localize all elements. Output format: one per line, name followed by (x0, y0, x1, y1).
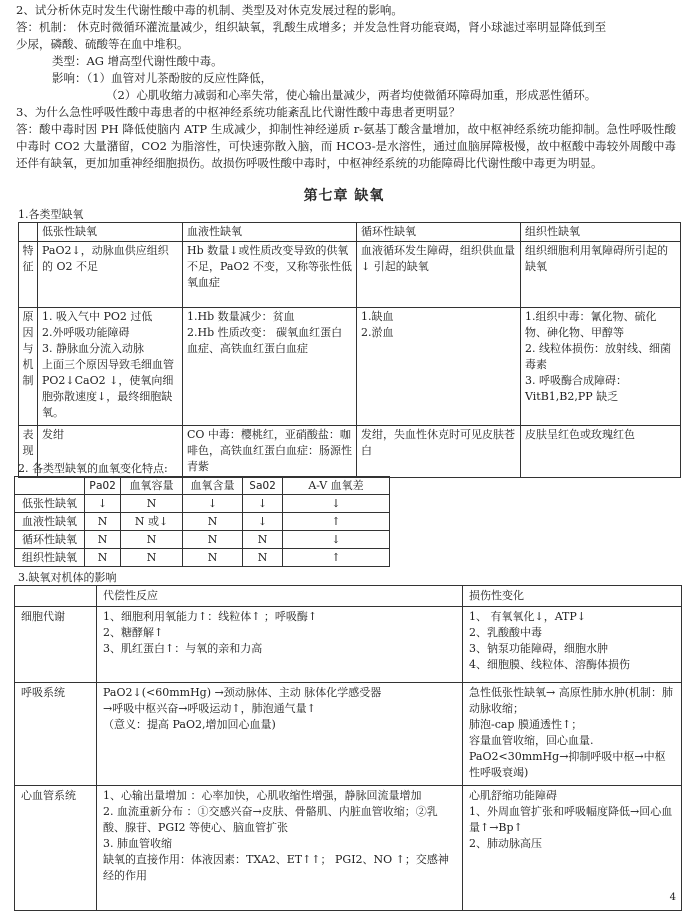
table2-row-label: 血液性缺氧 (15, 513, 85, 531)
table3-row-label: 细胞代谢 (15, 607, 97, 683)
cell-line: 1.缺血 (361, 310, 394, 323)
cell-line: 2. 线粒体损伤：放射线、细菌毒素 (525, 342, 671, 371)
table2-cell: N 或↓ (121, 513, 183, 531)
table1-header: 血液性缺氧 (183, 223, 357, 242)
table2-cell: N (85, 549, 121, 567)
blood-oxygen-table (14, 476, 390, 567)
table1-row-causes (19, 308, 681, 426)
table2-cell: ↓ (283, 495, 390, 513)
table1-cell (38, 308, 183, 426)
table2-cell: N (183, 513, 243, 531)
cell-line: 心肌舒缩功能障碍 (469, 789, 557, 802)
table3-damage (463, 786, 682, 911)
q2-mechanism-line2: 少尿，磷酸、硫酸等在血中堆积。 (16, 37, 189, 51)
table3-row-cell-metabolism (15, 607, 682, 683)
table2-cell: N (183, 549, 243, 567)
table2-row (15, 531, 390, 549)
q2-effect-1: 影响：（1）血管对儿茶酚胺的反应性降低， (52, 71, 273, 85)
table2-cell: ↑ (283, 549, 390, 567)
table2-header (15, 477, 85, 495)
table3-caption: 3.缺氧对机体的影响 (18, 571, 117, 584)
table2-row (15, 495, 390, 513)
cell-line: 2、乳酸酸中毒 (469, 626, 542, 639)
cell-line: 2.外呼吸功能障碍 (42, 326, 130, 339)
cell-line: 1.Hb 数量减少：贫血 (187, 310, 295, 323)
q3-block (16, 104, 676, 172)
cell-line: 1、 有氧氧化↓，ATP↓ (469, 610, 587, 623)
table1-header: 组织性缺氧 (521, 223, 681, 242)
table3-compensatory (97, 683, 463, 786)
table2-header: PaO2 (85, 477, 121, 495)
table3-header-row (15, 586, 682, 607)
table2-row-label: 低张性缺氧 (15, 495, 85, 513)
row-label-causes: 原因与机制 (19, 308, 38, 426)
table2-row (15, 549, 390, 567)
q2-effect-2: （2）心肌收缩力减弱和心率失常，使心输出量减少，两者均使微循环障碍加重，形成恶性循环。 (106, 88, 597, 102)
cell-line: 急性低张性缺氧→ 高原性肺水肿(机制：肺动脉收缩； (469, 686, 674, 715)
table3-row-respiratory (15, 683, 682, 786)
table1-cell: 发绀，失血性休克时可见皮肤苍白 (357, 426, 521, 478)
table2-cell: N (243, 549, 283, 567)
cell-line: 上面三个原因导致毛细血管 PO2↓CaO2 ↓，使氧向细胞弥散速度↓，最终细胞缺氧。 (42, 358, 174, 419)
table2-header: 血氧含量 (183, 477, 243, 495)
table2-cell: N (85, 531, 121, 549)
cell-line: 3. 呼吸酶合成障碍：VitB1,B2,PP 缺乏 (525, 374, 627, 403)
cell-line: 2.淤血 (361, 326, 394, 339)
table1-cell: CO 中毒：樱桃红，亚硝酸盐：咖啡色，高铁血红蛋白血症：肠源性青紫 (183, 426, 357, 478)
table1-header-blank (19, 223, 38, 242)
hypoxia-types-table (18, 222, 681, 478)
table2-cell: ↓ (85, 495, 121, 513)
table1-header: 低张性缺氧 (38, 223, 183, 242)
table1-cell: 皮肤呈红色或玫瑰红色 (521, 426, 681, 478)
table2-cell: N (121, 495, 183, 513)
table3-header: 代偿性反应 (97, 586, 463, 607)
table1-header-row (19, 223, 681, 242)
cell-line: 4、细胞膜、线粒体、溶酶体损伤 (469, 658, 630, 671)
table2-cell: N (183, 531, 243, 549)
table2-cell: N (121, 549, 183, 567)
table2-caption: 2. 各类型缺氧的血氧变化特点: (18, 462, 168, 475)
cell-line: 3. 肺血管收缩 (103, 837, 172, 850)
table2-cell: N (243, 531, 283, 549)
table3-compensatory (97, 786, 463, 911)
table2-row-label: 组织性缺氧 (15, 549, 85, 567)
cell-line: 容量血管收缩，回心血量. (469, 734, 594, 747)
cell-line: 1.组织中毒：氰化物、硫化物、砷化物、甲醇等 (525, 310, 657, 339)
table2-header: SaO2 (243, 477, 283, 495)
q3-question: 3、为什么急性呼吸性酸中毒患者的中枢神经系统功能紊乱比代谢性酸中毒患者更明显？ (16, 105, 461, 119)
table1-cell (183, 308, 357, 426)
cell-line: 1、心输出量增加 ：心率加快，心肌收缩性增强，静脉回流量增加 (103, 789, 422, 802)
table1-header: 循环性缺氧 (357, 223, 521, 242)
table2-cell: ↓ (243, 513, 283, 531)
cell-line: 肺泡-cap 膜通透性↑； (469, 718, 583, 731)
table2-row-label: 循环性缺氧 (15, 531, 85, 549)
cell-line: 2、糖酵解↑ (103, 626, 164, 639)
table3-damage (463, 607, 682, 683)
table2-cell: ↑ (283, 513, 390, 531)
q2-block (16, 2, 676, 104)
table2-cell: N (121, 531, 183, 549)
table1-cell: 发绀 (38, 426, 183, 478)
cell-line: 3. 静脉血分流入动脉 (42, 342, 144, 355)
table3-damage (463, 683, 682, 786)
chapter-heading-wrap (0, 188, 688, 205)
cell-line: 1、外周血管扩张和呼吸幅度降低→回心血量↑→Bp↑ (469, 805, 673, 834)
table3-header (15, 586, 97, 607)
q2-question: 2、试分析休克时发生代谢性酸中毒的机制、类型及对休克发展过程的影响。 (16, 3, 403, 17)
hypoxia-effects-table (14, 585, 682, 911)
table2-header-row (15, 477, 390, 495)
table3-compensatory (97, 607, 463, 683)
table3-row-label: 呼吸系统 (15, 683, 97, 786)
table1-cell: PaO2↓，动脉血供应组织的 O2 不足 (38, 242, 183, 308)
cell-line: 缺氧的直接作用：体液因素：TXA2、ET↑↑； PGI2、NO ↑；交感神经的作用 (103, 853, 449, 882)
table2-row (15, 513, 390, 531)
table1-row-features (19, 242, 681, 308)
cell-line: 3、钠泵功能障碍，细胞水肿 (469, 642, 608, 655)
table3-row-cardiovascular (15, 786, 682, 911)
table1-cell (521, 308, 681, 426)
table2-header: A-V 血氧差 (283, 477, 390, 495)
cell-line: （意义：提高 PaO2,增加回心血量) (103, 718, 276, 731)
table2-cell: ↓ (283, 531, 390, 549)
cell-line: →呼吸中枢兴奋→呼吸运动↑，肺泡通气量↑ (103, 702, 316, 715)
cell-line: 2. 血流重新分布 ：①交感兴奋→皮肤、骨骼肌、内脏血管收缩；②乳酸、腺苷、PGI2 等使心、脑血管扩张 (103, 805, 438, 834)
table3-header: 损伤性变化 (463, 586, 682, 607)
table1-cell: 血液循环发生障碍，组织供血量↓ 引起的缺氧 (357, 242, 521, 308)
cell-line: 1. 吸入气中 PO2 过低 (42, 310, 153, 323)
table1-caption: 1.各类型缺氧 (18, 208, 84, 221)
row-label-features: 特征 (19, 242, 38, 308)
cell-line: 2.Hb 性质改变： 碳氧血红蛋白血症、高铁血红蛋白血症 (187, 326, 343, 355)
cell-line: 1、细胞利用氧能力↑：线粒体↑ ；呼吸酶↑ (103, 610, 318, 623)
q2-type: 类型：AG 增高型代谢性酸中毒。 (52, 54, 223, 68)
table1-cell: Hb 数量↓或性质改变导致的供氧不足，PaO2 不变，又称等张性低氧血症 (183, 242, 357, 308)
table3-row-label: 心血管系统 (15, 786, 97, 911)
cell-line: PaO2↓(<60mmHg) →颈动脉体、主动 脉体化学感受器 (103, 686, 382, 699)
q2-mechanism-line1: 答：机制： 休克时微循环灌流量减少，组织缺氧，乳酸生成增多；并发急性肾功能衰竭，肾小球滤过率明显降低到至 (16, 20, 607, 34)
table1-cell: 组织细胞利用氧障碍所引起的缺氧 (521, 242, 681, 308)
table2-header: 血氧容量 (121, 477, 183, 495)
cell-line: 3、肌红蛋白↑：与氧的亲和力高 (103, 642, 263, 655)
cell-line: 2、肺动脉高压 (469, 837, 542, 850)
page-number: 4 (669, 892, 676, 903)
table2-cell: ↓ (243, 495, 283, 513)
chapter-title: 第七章 缺氧 (303, 188, 385, 204)
table2-cell: N (85, 513, 121, 531)
table1-cell (357, 308, 521, 426)
row-label-manifestation: 表现 (19, 426, 38, 478)
cell-line: PaO2<30mmHg→抑制呼吸中枢→中枢性呼吸衰竭) (469, 750, 666, 779)
table2-cell: ↓ (183, 495, 243, 513)
q3-answer: 答：酸中毒时因 PH 降低使脑内 ATP 生成减少，抑制性神经递质 r-氨基丁酸含量增加，故中枢神经系统功能抑制。急性呼吸性酸中毒时 CO2 大量潴留，CO2 为脂溶性，可快速弥散入脑，而 HCO3-是水溶性，通过血脑屏障极慢，故中枢酸中毒较外周酸中毒还伴有缺氧，更加加重神经细胞损伤。故损伤呼吸性酸中毒时，中枢神经系统的功能障碍比代谢性酸中毒更为明显。 (16, 122, 676, 170)
